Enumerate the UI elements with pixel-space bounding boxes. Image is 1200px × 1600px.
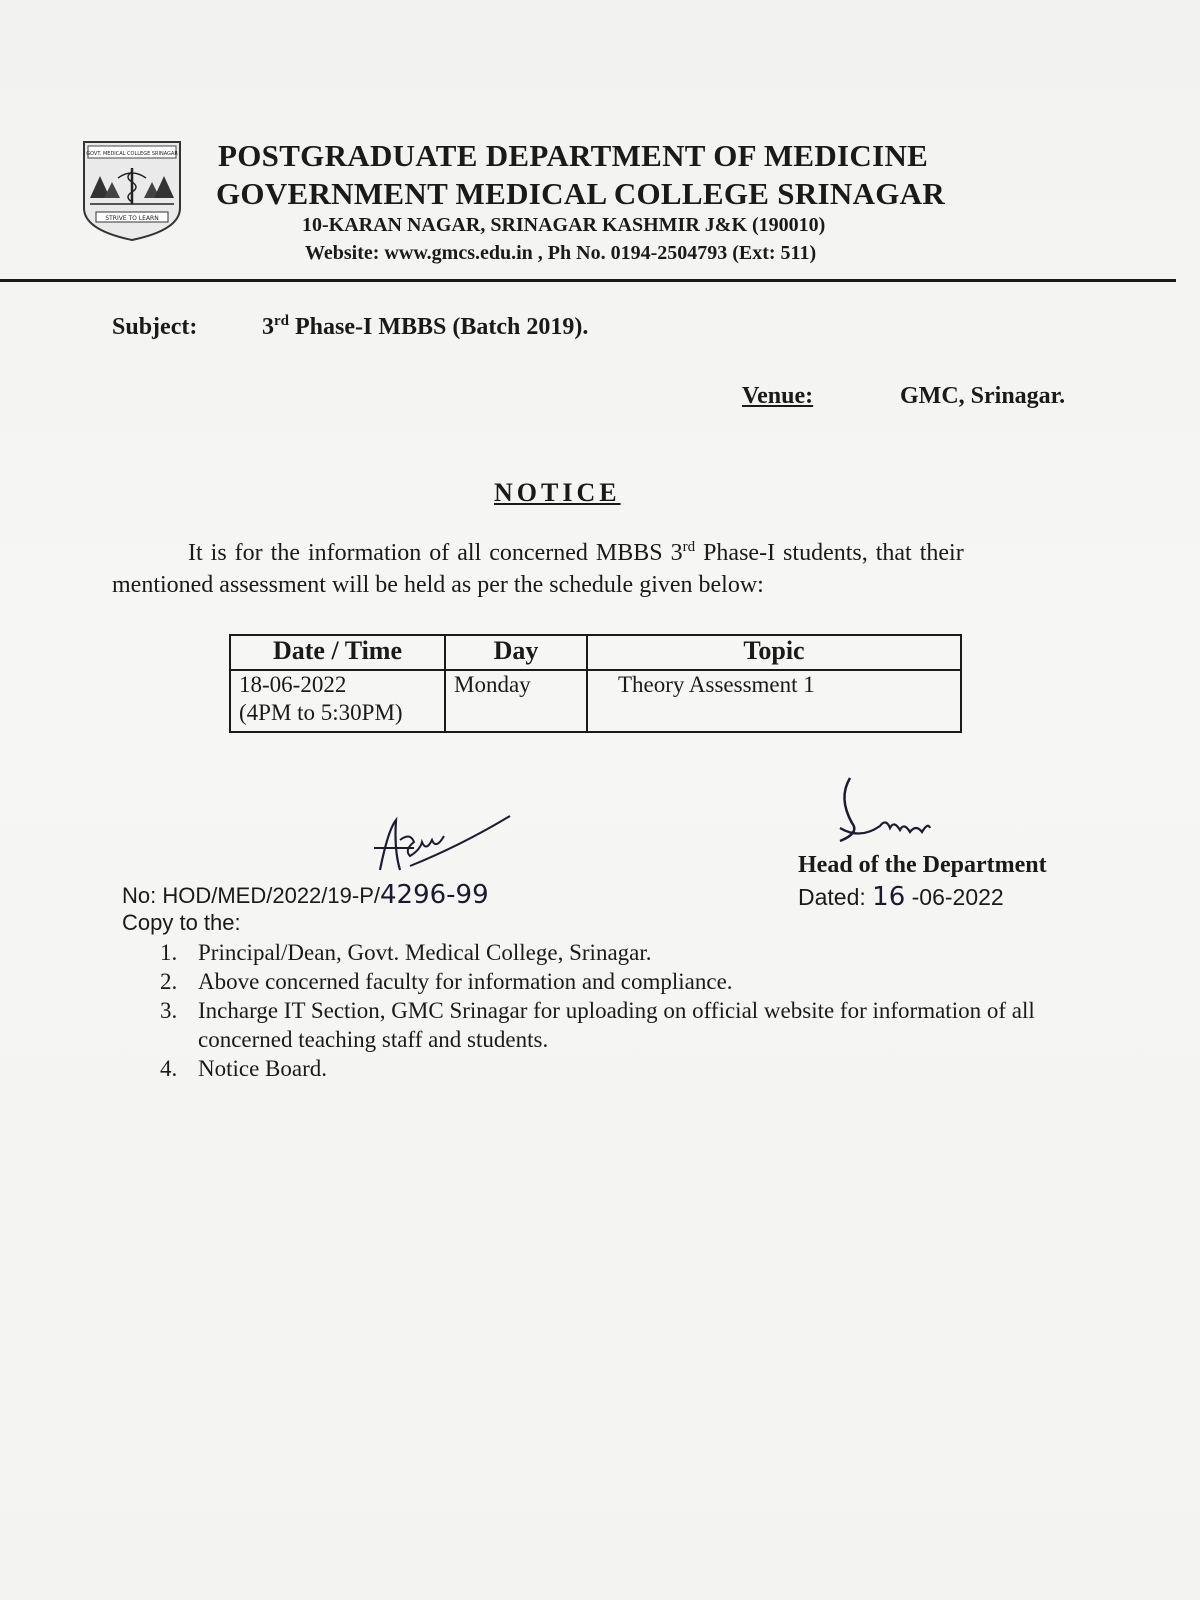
dated-label: Dated:	[798, 884, 873, 910]
ref-printed: No: HOD/MED/2022/19-P/	[122, 883, 380, 908]
hod-title: Head of the Department	[798, 852, 1047, 878]
initials-signature	[370, 810, 530, 890]
list-item	[160, 996, 1120, 1054]
list-item	[160, 1054, 1120, 1083]
dated-handwritten-day: 16	[872, 882, 906, 912]
copy-to-label: Copy to the:	[122, 910, 241, 935]
subject-ordinal: 3	[262, 314, 274, 340]
para-text-a: It is for the information of all concerned MBBS 3	[188, 540, 683, 566]
college-website-phone: Website: www.gmcs.edu.in , Ph No. 0194-2504793 (Ext: 511)	[305, 242, 817, 264]
dated-line	[798, 882, 1004, 912]
table-row	[230, 670, 961, 732]
ref-handwritten: 4296-99	[379, 880, 489, 910]
table-header-row	[230, 635, 961, 670]
list-text: Notice Board.	[198, 1056, 328, 1081]
cell-day: Monday	[445, 670, 587, 732]
header-topic: Topic	[587, 635, 961, 670]
notice-paragraph-line1	[188, 540, 964, 567]
subject-label: Subject:	[112, 314, 198, 340]
cell-topic: Theory Assessment 1	[587, 670, 961, 732]
header-date-time: Date / Time	[230, 635, 445, 670]
notice-title: NOTICE	[494, 478, 621, 507]
list-number: 2.	[160, 969, 178, 994]
notice-paragraph-line2: mentioned assessment will be held as per the schedule given below:	[112, 572, 764, 598]
copy-to-list	[160, 938, 1120, 1083]
para-text-b: Phase-I students, that their	[695, 540, 964, 566]
college-name: GOVERNMENT MEDICAL COLLEGE SRINAGAR	[216, 176, 946, 211]
college-logo-emblem	[80, 138, 184, 243]
list-item	[160, 967, 1120, 996]
list-text: Above concerned faculty for information and compliance.	[198, 969, 733, 994]
subject-ordinal-suffix: rd	[274, 313, 289, 329]
list-number: 1.	[160, 940, 178, 965]
venue-label: Venue:	[742, 383, 814, 409]
hod-signature	[820, 768, 960, 858]
svg-text:GOVT. MEDICAL COLLEGE SRINAGAR: GOVT. MEDICAL COLLEGE SRINAGAR	[86, 151, 178, 157]
svg-text:STRIVE TO LEARN: STRIVE TO LEARN	[105, 215, 159, 222]
cell-date-time	[230, 670, 445, 732]
department-name: POSTGRADUATE DEPARTMENT OF MEDICINE	[218, 138, 929, 173]
venue-value: GMC, Srinagar.	[900, 383, 1066, 409]
list-text: Principal/Dean, Govt. Medical College, Srinagar.	[198, 940, 652, 965]
cell-time: (4PM to 5:30PM)	[239, 700, 403, 725]
list-number: 4.	[160, 1056, 178, 1081]
dated-rest: -06-2022	[905, 884, 1004, 910]
subject-body: Phase-I MBBS (Batch 2019).	[289, 314, 589, 340]
list-item	[160, 938, 1120, 967]
header-day: Day	[445, 635, 587, 670]
college-address: 10-KARAN NAGAR, SRINAGAR KASHMIR J&K (190010)	[302, 214, 826, 236]
schedule-table	[229, 634, 962, 733]
cell-date: 18-06-2022	[239, 672, 347, 697]
list-text: Incharge IT Section, GMC Srinagar for uploading on official website for information of all concerned teaching staff and students.	[198, 998, 1035, 1052]
list-number: 3.	[160, 998, 178, 1023]
header-divider	[0, 279, 1176, 282]
reference-number	[122, 880, 489, 910]
para-sup: rd	[682, 539, 696, 555]
subject-text	[262, 314, 588, 341]
